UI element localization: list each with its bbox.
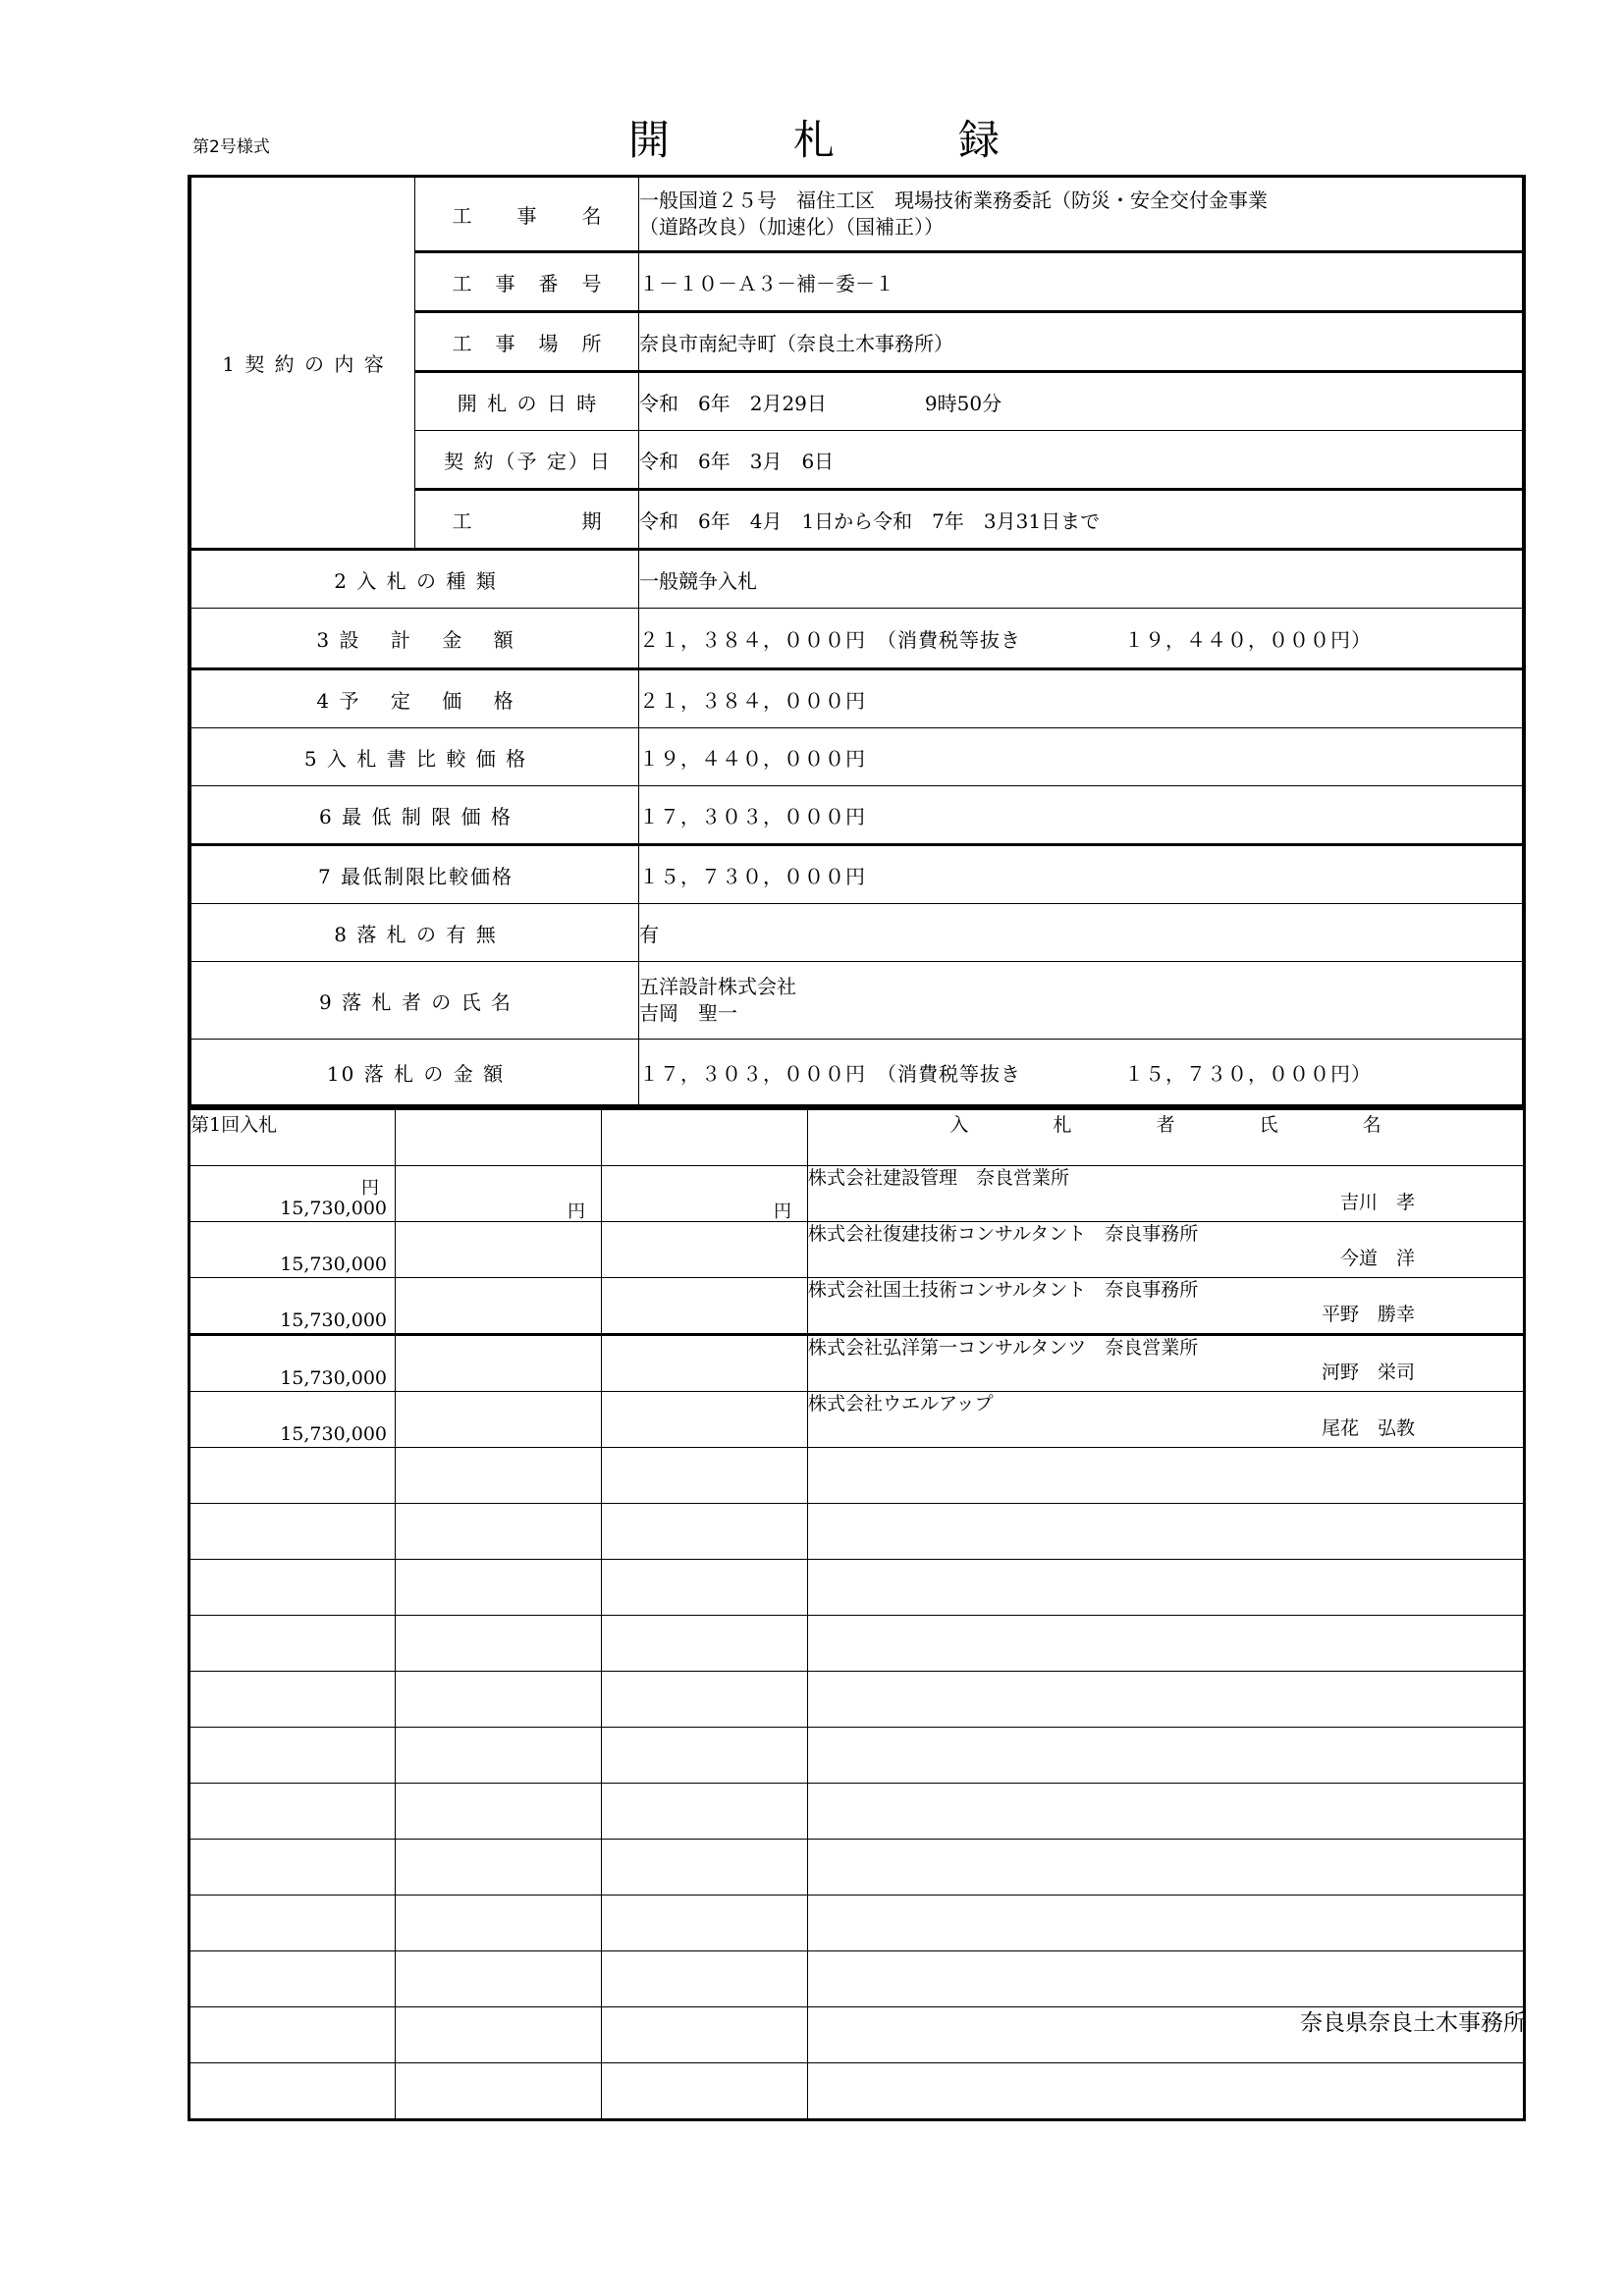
bid-amount-col3-3 xyxy=(602,1278,808,1335)
table-row-item-4 xyxy=(191,669,1523,728)
item-label-8: 8 落 札 の 有 無 xyxy=(191,904,639,962)
bid-amount-col2-3 xyxy=(396,1278,602,1335)
bid-amount-value-4: 15,730,000 xyxy=(280,1367,387,1389)
item-label-6: 6 最 低 制 限 価 格 xyxy=(191,786,639,845)
table-row-item-8 xyxy=(191,904,1523,962)
bidder-name-1 xyxy=(808,1166,1525,1222)
item-value-8: 有 xyxy=(639,904,1523,962)
table-row-empty xyxy=(189,1728,1525,1784)
empty-cell xyxy=(396,1728,602,1784)
row-label-work-place: 工 事 場 所 xyxy=(415,312,639,372)
empty-cell xyxy=(396,1672,602,1728)
bidder-person-1: 吉川 孝 xyxy=(1339,1191,1415,1213)
bid-amount-col2-4 xyxy=(396,1335,602,1392)
table-row-bidder-4 xyxy=(189,1335,1525,1392)
table-row-item-7 xyxy=(191,845,1523,904)
empty-cell xyxy=(189,1616,396,1672)
work-name-line1: 一般国道２５号 福住工区 現場技術業務委託（防災・安全交付金事業 xyxy=(639,188,1268,212)
row-label-bid-datetime: 開 札 の 日 時 xyxy=(415,372,639,431)
item-label-3: 3 設 計 金 額 xyxy=(191,609,639,669)
empty-cell xyxy=(189,1728,396,1784)
table-row-empty xyxy=(189,2063,1525,2120)
footer-office: 奈良県奈良土木事務所 xyxy=(1300,2010,1526,2036)
empty-cell xyxy=(808,1784,1525,1840)
empty-cell xyxy=(602,1616,808,1672)
bidder-company-2: 株式会社復建技術コンサルタント 奈良事務所 xyxy=(808,1223,1199,1245)
bid-amount-value-3: 15,730,000 xyxy=(280,1309,387,1331)
empty-cell xyxy=(396,1840,602,1896)
empty-cell xyxy=(189,1560,396,1616)
item-value-6: １７，３０３，０００円 xyxy=(639,786,1523,845)
table-row-item-2 xyxy=(191,550,1523,609)
table-row-empty xyxy=(189,1840,1525,1896)
bidder-person-5: 尾花 弘教 xyxy=(1321,1416,1415,1439)
empty-cell xyxy=(808,1560,1525,1616)
contract-info-frame xyxy=(188,175,1526,1107)
empty-cell xyxy=(602,1672,808,1728)
bid-amount-col3-5 xyxy=(602,1392,808,1448)
winner-company: 五洋設計株式会社 xyxy=(639,975,796,998)
empty-cell xyxy=(602,1560,808,1616)
bidder-company-3: 株式会社国土技術コンサルタント 奈良事務所 xyxy=(808,1279,1199,1301)
bidder-name-header: 入 札 者 氏 名 xyxy=(808,1109,1525,1166)
bidder-name-4 xyxy=(808,1335,1525,1392)
item-label-2: 2 入 札 の 種 類 xyxy=(191,550,639,609)
table-row-empty xyxy=(189,1504,1525,1560)
table-row-bidder-1 xyxy=(189,1166,1525,1222)
bidder-name-2 xyxy=(808,1222,1525,1278)
contract-info-table xyxy=(190,178,1523,1107)
bid-amount-col2-1 xyxy=(396,1166,602,1222)
row-label-work-name: 工 事 名 xyxy=(415,178,639,252)
bidder-company-5: 株式会社ウエルアップ xyxy=(808,1393,994,1415)
table-row-item-9 xyxy=(191,962,1523,1040)
bid-amount-2 xyxy=(189,1222,396,1278)
bidder-table-header-row xyxy=(189,1109,1525,1166)
form-number-label: 第2号様式 xyxy=(192,137,270,157)
row-value-work-number: １－１０－Ａ３－補－委－１ xyxy=(639,252,1523,312)
bid-amount-col3-4 xyxy=(602,1335,808,1392)
bid-amount-col3-1 xyxy=(602,1166,808,1222)
bidder-name-5 xyxy=(808,1392,1525,1448)
table-row-bidder-5 xyxy=(189,1392,1525,1448)
empty-cell xyxy=(808,1448,1525,1504)
table-row-bidder-2 xyxy=(189,1222,1525,1278)
empty-cell xyxy=(396,1784,602,1840)
empty-cell xyxy=(808,1896,1525,1951)
empty-cell xyxy=(189,1951,396,2007)
bid-amount-1 xyxy=(189,1166,396,1222)
item-label-10: 10 落 札 の 金 額 xyxy=(191,1040,639,1106)
row-label-work-period: 工 期 xyxy=(415,490,639,550)
bidder-table xyxy=(188,1107,1526,2121)
item-value-7: １５，７３０，０００円 xyxy=(639,845,1523,904)
empty-cell xyxy=(396,1951,602,2007)
bid-amount-value-5: 15,730,000 xyxy=(280,1423,387,1445)
bid-amount-4 xyxy=(189,1335,396,1392)
yen-unit-col1: 円 xyxy=(361,1178,379,1199)
empty-cell xyxy=(602,1840,808,1896)
table-row-item-6 xyxy=(191,786,1523,845)
bidder-table-frame xyxy=(188,1107,1526,2121)
empty-cell xyxy=(396,1896,602,1951)
empty-cell xyxy=(189,1504,396,1560)
winner-person: 吉岡 聖一 xyxy=(639,1001,737,1025)
empty-cell xyxy=(602,1504,808,1560)
table-row-empty xyxy=(189,1784,1525,1840)
empty-cell xyxy=(808,1840,1525,1896)
bid-amount-col2-2 xyxy=(396,1222,602,1278)
work-name-line2: （道路改良）（加速化）（国補正）） xyxy=(639,215,944,239)
bid-amount-col3-2 xyxy=(602,1222,808,1278)
empty-cell xyxy=(602,2063,808,2120)
yen-unit-col3: 円 xyxy=(774,1201,791,1222)
bidder-company-4: 株式会社弘洋第一コンサルタンツ 奈良営業所 xyxy=(808,1337,1199,1359)
table-row-item-5 xyxy=(191,728,1523,786)
empty-cell xyxy=(189,2063,396,2120)
bid-amount-3 xyxy=(189,1278,396,1335)
row-value-work-period: 令和 6年 4月 1日から令和 7年 3月31日まで xyxy=(639,490,1523,550)
row-label-work-number: 工 事 番 号 xyxy=(415,252,639,312)
empty-cell xyxy=(602,1448,808,1504)
bidder-person-4: 河野 栄司 xyxy=(1321,1361,1415,1383)
row-label-contract-date: 契 約（予 定）日 xyxy=(415,431,639,490)
item-value-2: 一般競争入札 xyxy=(639,550,1523,609)
table-row-bidder-3 xyxy=(189,1278,1525,1335)
round-label: 第1回入札 xyxy=(189,1109,396,1166)
item-value-3: ２１，３８４，０００円 （消費税等抜き １９，４４０，０００円） xyxy=(639,609,1523,669)
row-value-bid-datetime: 令和 6年 2月29日 9時50分 xyxy=(639,372,1523,431)
item-value-9 xyxy=(639,962,1523,1040)
empty-cell xyxy=(808,1951,1525,2007)
empty-cell xyxy=(396,1616,602,1672)
table-row-item-3 xyxy=(191,609,1523,669)
empty-cell xyxy=(602,1728,808,1784)
empty-cell xyxy=(189,1896,396,1951)
section-label-contract: 1 契 約 の 内 容 xyxy=(191,178,415,550)
table-row-empty xyxy=(189,1896,1525,1951)
empty-cell xyxy=(189,1840,396,1896)
empty-cell xyxy=(189,1448,396,1504)
item-value-10: １７，３０３，０００円 （消費税等抜き １５，７３０，０００円） xyxy=(639,1040,1523,1106)
empty-cell xyxy=(396,2063,602,2120)
table-row-empty xyxy=(189,1616,1525,1672)
empty-cell xyxy=(808,1728,1525,1784)
bid-amount-value-1: 15,730,000 xyxy=(280,1198,387,1219)
header-blank-col-3 xyxy=(602,1109,808,1166)
row-value-work-name xyxy=(639,178,1523,252)
table-row-empty xyxy=(189,1560,1525,1616)
table-row-empty xyxy=(189,1448,1525,1504)
row-value-work-place: 奈良市南紀寺町（奈良土木事務所） xyxy=(639,312,1523,372)
item-label-5: 5 入 札 書 比 較 価 格 xyxy=(191,728,639,786)
row-value-contract-date: 令和 6年 3月 6日 xyxy=(639,431,1523,490)
bidder-name-3 xyxy=(808,1278,1525,1335)
empty-cell xyxy=(602,1951,808,2007)
table-row-empty xyxy=(189,1951,1525,2007)
empty-cell xyxy=(396,1560,602,1616)
document-title: 開 札 録 xyxy=(628,116,1042,164)
table-row-work-name xyxy=(191,178,1523,252)
empty-cell xyxy=(808,1504,1525,1560)
item-value-5: １９，４４０，０００円 xyxy=(639,728,1523,786)
empty-cell xyxy=(808,2063,1525,2120)
bid-amount-5 xyxy=(189,1392,396,1448)
empty-cell xyxy=(189,1784,396,1840)
item-label-9: 9 落 札 者 の 氏 名 xyxy=(191,962,639,1040)
empty-cell xyxy=(396,1504,602,1560)
yen-unit-col2: 円 xyxy=(568,1201,585,1222)
item-value-4: ２１，３８４，０００円 xyxy=(639,669,1523,728)
empty-cell xyxy=(189,1672,396,1728)
empty-cell xyxy=(396,1448,602,1504)
empty-cell xyxy=(602,1784,808,1840)
empty-cell xyxy=(808,1672,1525,1728)
bidder-person-2: 今道 洋 xyxy=(1339,1247,1415,1269)
empty-cell xyxy=(602,1896,808,1951)
bid-amount-col2-5 xyxy=(396,1392,602,1448)
bidder-person-3: 平野 勝幸 xyxy=(1321,1303,1415,1325)
bidder-company-1: 株式会社建設管理 奈良営業所 xyxy=(808,1167,1070,1189)
table-row-item-10 xyxy=(191,1040,1523,1106)
item-label-4: 4 予 定 価 格 xyxy=(191,669,639,728)
empty-cell xyxy=(808,1616,1525,1672)
table-row-empty xyxy=(189,1672,1525,1728)
bid-amount-value-2: 15,730,000 xyxy=(280,1254,387,1275)
header-blank-col-2 xyxy=(396,1109,602,1166)
item-label-7: 7 最低制限比較価格 xyxy=(191,845,639,904)
